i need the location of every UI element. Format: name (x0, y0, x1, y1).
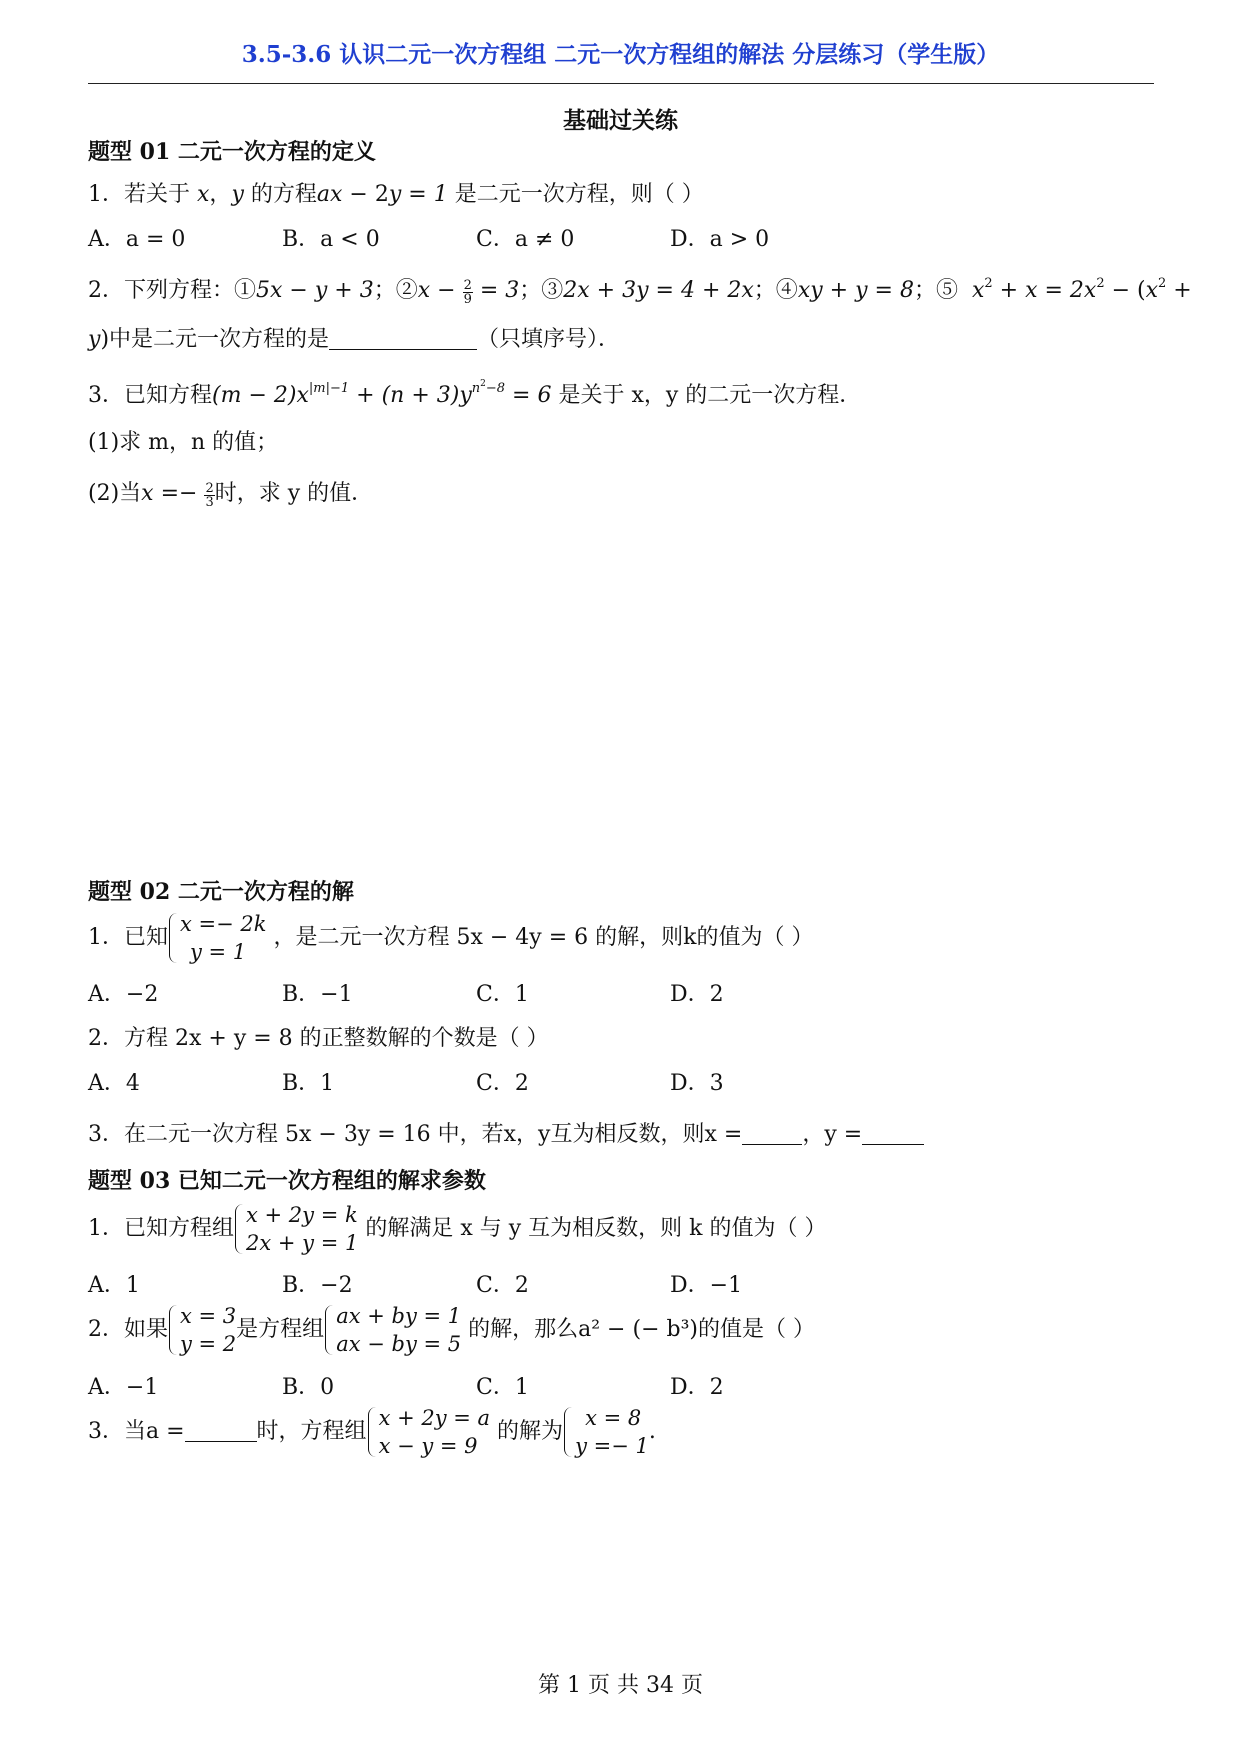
s1-q1: 1．若关于 x，y 的方程ax − 2y = 1 是二元一次方程，则（ ） (88, 182, 704, 207)
s2-q1-option-d: D．2 (670, 982, 724, 1007)
s1-q3-part1: (1)求 m，n 的值； (88, 430, 279, 455)
s2-q2-option-b: B．1 (282, 1071, 335, 1096)
s3-q1-option-a: A．1 (88, 1273, 140, 1298)
s1-q2-line2: y)中是二元一次方程的是 （只填序号）． (88, 327, 621, 352)
s2-q2-option-d: D．3 (670, 1071, 724, 1096)
header-rule (88, 83, 1154, 84)
s2-q2: 2．方程 2x + y = 8 的正整数解的个数是（ ） (88, 1026, 549, 1051)
s1-q1-option-a: A．a = 0 (88, 227, 186, 252)
s2-q3: 3．在二元一次方程 5x − 3y = 16 中，若x，y互为相反数，则x = ，y = (88, 1117, 924, 1148)
s3-q1-option-c: C．2 (476, 1273, 529, 1298)
s3-q2: 2．如果 x = 3 y = 2 是方程组 ax + by = 1 ax − by = 5 的解，那么a² − (− b³)的值是（ ） (88, 1304, 815, 1356)
section-01-title: 题型 01 二元一次方程的定义 (88, 139, 376, 165)
s3-q2-option-a: A．−1 (88, 1375, 159, 1400)
page-title: 3.5-3.6 认识二元一次方程组 二元一次方程组的解法 分层练习（学生版） (241, 41, 1000, 68)
s3-q1-option-d: D．−1 (670, 1273, 743, 1298)
section-03-title: 题型 03 已知二元一次方程组的解求参数 (88, 1168, 486, 1194)
s1-q3: 3．已知方程$(m - 2)x^{|m|-1} + (n + 3)y^{n^2-8} = 6$ 是关于 x，y 的二元一次方程． (88, 379, 862, 408)
s1-q1-option-d: D．a > 0 (670, 227, 770, 252)
s3-q2-option-c: C．1 (476, 1375, 529, 1400)
s3-q1-option-b: B．−2 (282, 1273, 353, 1298)
s3-q3: 3．当a = 时，方程组 x + 2y = a x − y = 9 的解为 x = 8 y =− 1 . (88, 1406, 656, 1458)
s3-q2-option-d: D．2 (670, 1375, 724, 1400)
s1-q1-option-c: C．a ≠ 0 (476, 227, 575, 252)
s2-q1-option-c: C．1 (476, 982, 529, 1007)
section-heading: 基础过关练 (563, 107, 678, 134)
s2-q2-option-c: C．2 (476, 1071, 529, 1096)
s1-q3-part2: (2)当x =− $\frac{2}{3}$ 时，求 y 的值． (88, 481, 374, 510)
s3-q1: 1．已知方程组 x + 2y = k 2x + y = 1 的解满足 x 与 y 互为相反数，则 k 的值为（ ） (88, 1203, 827, 1255)
s1-q2-line1: 2．下列方程：①5x − y + 3；②x − $\frac{2}{9}$ = 3；③2x + 3y = 4 + 2x；④xy + y = 8；⑤ $x^2 + x = 2x^2 - (x^2$ + (88, 276, 1192, 307)
s2-q1-option-b: B．−1 (282, 982, 353, 1007)
s2-q2-option-a: A．4 (88, 1071, 140, 1096)
page-footer: 第 1 页 共 34 页 (538, 1673, 703, 1698)
s2-q1-option-a: A．−2 (88, 982, 159, 1007)
s1-q1-option-b: B．a < 0 (282, 227, 380, 252)
s3-q2-option-b: B．0 (282, 1375, 335, 1400)
s2-q1: 1．已知 x =− 2k y = 1 ，是二元一次方程 5x − 4y = 6 的解，则k的值为（ ） (88, 912, 814, 964)
section-02-title: 题型 02 二元一次方程的解 (88, 879, 354, 905)
